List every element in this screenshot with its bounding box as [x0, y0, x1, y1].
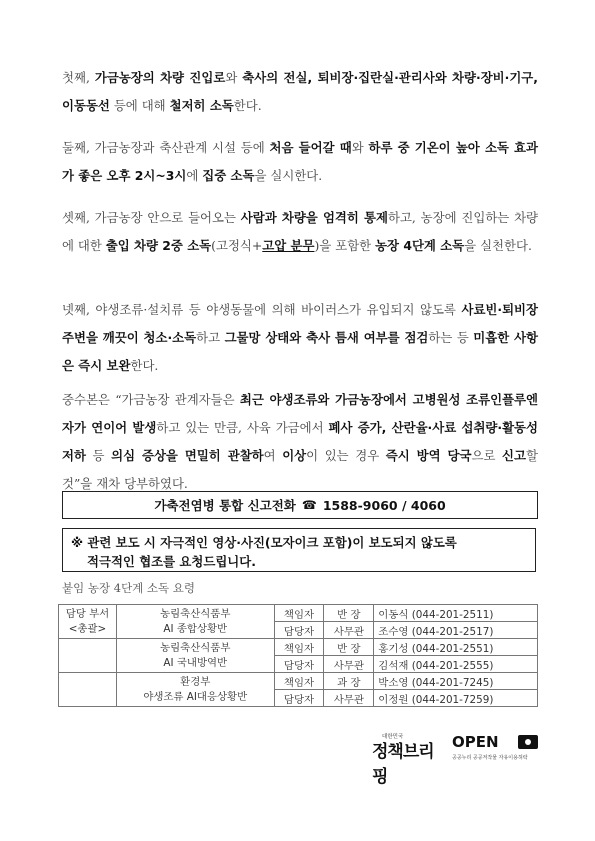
hotline-numbers: 1588-9060 / 4060	[322, 497, 446, 513]
bold-text-run: 그물망 상태와 축사 틈새 여부를 점검	[224, 330, 429, 345]
dept-cell	[116, 605, 274, 639]
contact-name-cell: 이정원 (044-201-7259)	[374, 690, 538, 707]
bold-text-run: 하루 중 기온이 높아 소독 효과가 좋은 오후 2시~3시	[62, 140, 538, 183]
bold-text-run: 출입 차량 2중 소독	[105, 238, 212, 253]
telephone-icon: ☎	[301, 498, 317, 512]
role-cell: 책임자	[274, 639, 324, 656]
open-logo-subtext: 공공누리 공공저작물 자유이용허락	[452, 755, 528, 761]
dept-name: 농림축산식품부	[160, 607, 231, 620]
bold-text-run: 미흡한 사항은 즉시 보완	[62, 330, 539, 373]
bold-text-run: 축사의 전실, 퇴비장·집란실·관리사와 차량·장비·기구, 이동동선	[62, 70, 538, 113]
bold-text-run: 철저히 소독	[169, 98, 234, 113]
notice-line-2: 적극적인 협조를 요청드립니다.	[87, 554, 256, 569]
title-cell: 반 장	[324, 639, 374, 656]
paragraph-fifth	[62, 386, 538, 498]
text-run: 셋째, 가금농장 안으로 들어오는	[62, 210, 241, 225]
text-run: 하고	[196, 330, 225, 345]
bold-text-run: 신고	[502, 448, 526, 463]
dept-name: 환경부	[180, 675, 211, 688]
title-cell: 사무관	[324, 656, 374, 673]
empty-cell	[59, 673, 117, 707]
contact-name-cell: 조수영 (044-201-2517)	[374, 622, 538, 639]
title-cell: 사무관	[324, 622, 374, 639]
text-run: 하고 있는 만큼, 사육 가금에서	[156, 420, 329, 435]
role-cell: 책임자	[274, 673, 324, 690]
text-run: 등에 대해	[109, 98, 170, 113]
paragraph-first	[62, 64, 538, 120]
contact-name-cell: 박소영 (044-201-7245)	[374, 673, 538, 690]
text-run: )을 포함한	[314, 238, 376, 253]
table-row	[59, 673, 538, 690]
text-run: 으로	[471, 448, 503, 463]
briefing-logo-small-text: 대한민국	[382, 734, 404, 740]
contact-name-cell: 홍기성 (044-201-2551)	[374, 639, 538, 656]
paragraph-third	[62, 204, 538, 260]
dept-name: 농림축산식품부	[160, 641, 231, 654]
hotline-label: 가축전염병 통합 신고전화	[154, 498, 296, 513]
text-run: 중수본은 “가금농장 관계자들은	[62, 392, 240, 407]
text-run: 한다.	[130, 358, 159, 373]
license-icon	[518, 735, 538, 749]
dept-cell	[116, 639, 274, 673]
table-row	[59, 605, 538, 622]
empty-cell	[59, 639, 117, 673]
text-run: 할 것”을 재차 당부하였다.	[62, 448, 538, 491]
briefing-logo-text: 정책브리핑	[372, 742, 434, 787]
bold-text-run: 가금농장의 차량 진입로	[94, 70, 226, 85]
contact-name-cell: 김석재 (044-201-2555)	[374, 656, 538, 673]
text-run: 하는 등	[428, 330, 474, 345]
notice-box	[62, 528, 536, 572]
bold-text-run: 폐사 증가, 산란율·사료 섭취량·활동성 저하	[62, 420, 538, 463]
role-cell: 담당자	[274, 690, 324, 707]
notice-line-1: ※ 관련 보도 시 자극적인 영상·사진(모자이크 포함)이 보도되지 않도록	[71, 535, 457, 550]
text-run: 둘째, 가금농장과 축산관계 시설 등에	[62, 140, 270, 155]
role-cell: 담당자	[274, 656, 324, 673]
dept-unit: AI 국내방역반	[163, 656, 228, 669]
text-run: 여	[263, 448, 283, 463]
paragraph-fourth	[62, 296, 538, 380]
policy-briefing-logo	[372, 732, 448, 787]
bold-text-run: 즉시 방역 당국	[385, 448, 472, 463]
attachment-title: 붙임 농장 4단계 소독 요령	[62, 581, 196, 595]
text-run: 넷째, 야생조류·설치류 등 야생동물에 의해 바이러스가 유입되지 않도록	[62, 302, 462, 317]
role-cell: 책임자	[274, 605, 324, 622]
text-run: (고정식+	[211, 238, 263, 253]
title-cell: 과 장	[324, 673, 374, 690]
bold-text-run: 최근 야생조류와 가금농장에서 고병원성 조류인플루엔자가 연이어 발생	[62, 392, 538, 435]
text-run: 이 있는 경우	[306, 448, 386, 463]
bold-text-run: 집중 소독	[202, 168, 255, 183]
lead-label: 담당 부서	[65, 607, 110, 620]
open-logo-text: OPEN	[452, 733, 499, 751]
text-run: 을 실천한다.	[464, 238, 532, 253]
title-cell: 반 장	[324, 605, 374, 622]
contact-name-cell: 이동식 (044-201-2511)	[374, 605, 538, 622]
bold-text-run: 처음 들어갈 때	[269, 140, 352, 155]
dept-unit: AI 종합상황반	[163, 622, 228, 635]
role-cell: 담당자	[274, 622, 324, 639]
text-run: 을 실시한다.	[254, 168, 323, 183]
text-run: 등	[85, 448, 112, 463]
bold-text-run: 고압 분무	[262, 238, 315, 253]
lead-dept-cell	[59, 605, 117, 639]
table-row	[59, 639, 538, 656]
bold-text-run: 의심 증상을 면밀히 관찰하	[111, 448, 264, 463]
text-run: 첫째,	[62, 70, 95, 85]
lead-sub: <총괄>	[68, 622, 107, 635]
hotline-box	[62, 491, 538, 519]
paragraph-second	[62, 134, 538, 190]
title-cell: 사무관	[324, 690, 374, 707]
text-run: 와	[351, 140, 369, 155]
text-run: 에	[186, 168, 203, 183]
text-run: 하고, 농장에 진입하는 차량에 대한	[62, 210, 539, 253]
text-run: 한다.	[233, 98, 262, 113]
contacts-table	[58, 604, 538, 707]
open-license-logo	[452, 732, 538, 768]
bold-text-run: 농장 4단계 소독	[375, 238, 465, 253]
bold-text-run: 사람과 차량을 엄격히 통제	[240, 210, 388, 225]
dept-unit: 야생조류 AI대응상황반	[143, 690, 248, 703]
bold-text-run: 사료빈·퇴비장 주변을 깨끗이 청소·소독	[62, 302, 538, 345]
bold-text-run: 이상	[282, 448, 307, 463]
dept-cell	[116, 673, 274, 707]
text-run: 와	[225, 70, 243, 85]
